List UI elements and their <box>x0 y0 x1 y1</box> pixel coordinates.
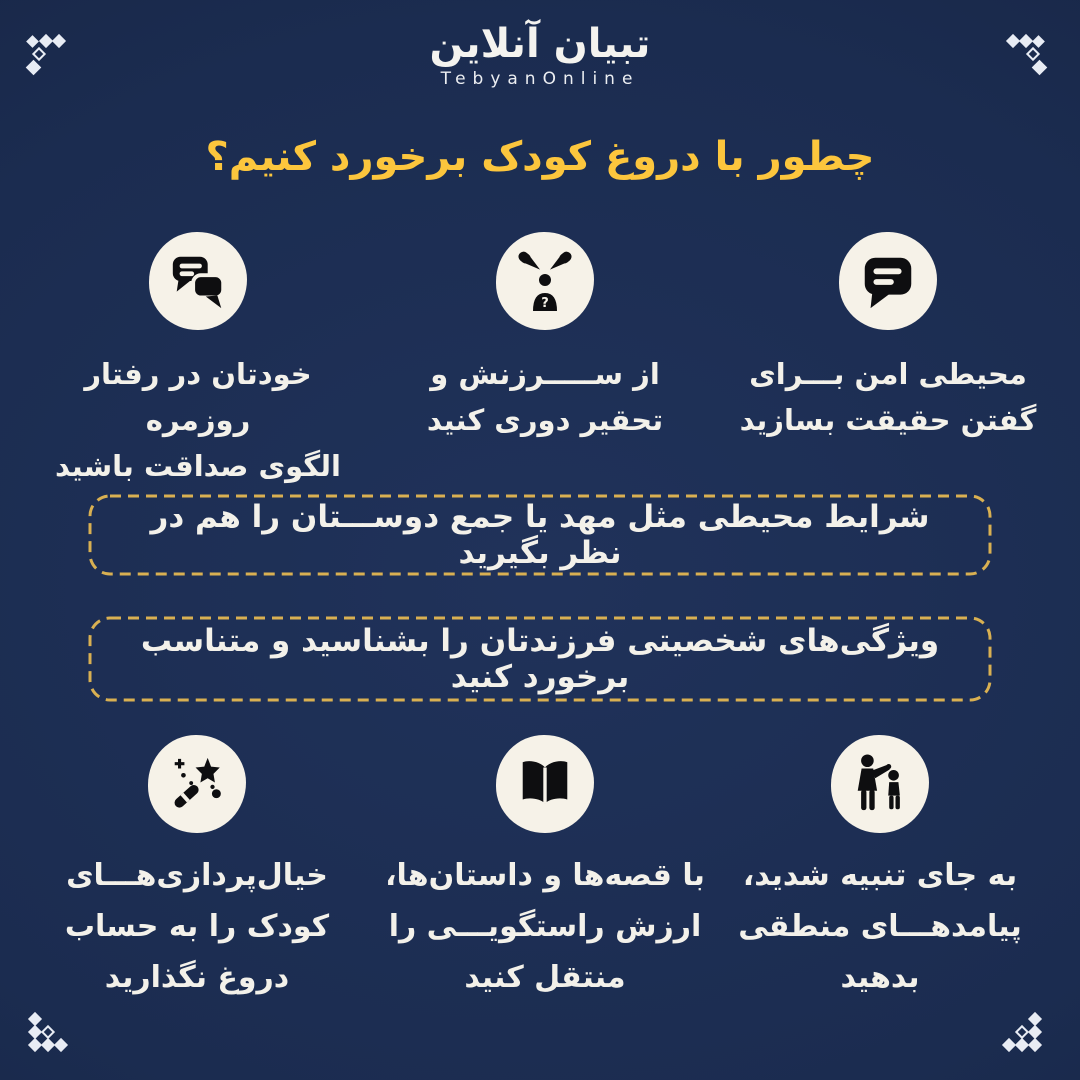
tip-line: ارزش راستگویـــی را <box>388 909 702 944</box>
tip-line: دروغ نگذارید <box>104 960 290 995</box>
tip-text <box>36 351 360 489</box>
tip-text <box>383 850 707 1003</box>
brand-logo-farsi: تبیان آنلاین <box>429 21 651 67</box>
tip-logical-consequences <box>720 735 1040 1003</box>
tip-line: گفتن حقیقت بسازید <box>739 403 1037 437</box>
icon-circle <box>149 232 247 330</box>
tip-line: بدهید <box>840 960 920 995</box>
tip-safe-environment <box>728 232 1048 443</box>
tip-line: تحقیر دوری کنید <box>426 403 664 437</box>
tip-stories-value <box>383 735 707 1003</box>
magic-wand-icon <box>166 753 228 815</box>
icon-circle <box>831 735 929 833</box>
open-book-icon <box>514 753 576 815</box>
tip-avoid-blame <box>383 232 707 443</box>
tip-line: محیطی امن بـــرای <box>749 357 1027 391</box>
page-title: چطور با دروغ کودک برخورد کنیم؟ <box>205 134 875 180</box>
tip-line: با قصه‌ها و داستان‌ها، <box>385 858 705 893</box>
banner-personality-traits <box>88 616 992 702</box>
tip-text <box>728 351 1048 443</box>
tip-be-role-model <box>36 232 360 489</box>
banner-text: ویژگی‌های شخصیتی فرزندتان را بشناسید و متناسب برخورد کنید <box>140 623 940 695</box>
tip-text <box>383 351 707 443</box>
svg-text:?: ? <box>541 296 549 311</box>
tip-line: الگوی صداقت باشید <box>55 449 341 483</box>
icon-circle <box>496 735 594 833</box>
tip-imagination-not-lie <box>38 735 356 1003</box>
banner-text: شرایط محیطی مثل مهد یا جمع دوســـتان را هم در نظر بگیرید <box>150 499 930 571</box>
tip-line: کودک را به حساب <box>64 909 330 944</box>
tip-line: خیال‌پردازی‌هـــای <box>66 858 328 893</box>
banner-environment-conditions <box>88 494 992 576</box>
icon-circle <box>839 232 937 330</box>
diamond-dot <box>1028 1038 1042 1052</box>
diamond-dot <box>54 1038 68 1052</box>
tip-text <box>720 850 1040 1003</box>
tip-line: خودتان در رفتار روزمره <box>84 357 312 437</box>
tip-text <box>38 850 356 1003</box>
tip-line: از ســـــرزنش و <box>430 357 660 391</box>
parent-child-icon <box>849 753 911 815</box>
brand-logo-latin: TebyanOnline <box>440 69 640 89</box>
blaming-hands-icon <box>513 249 577 313</box>
tip-line: منتقل کنید <box>464 960 626 995</box>
tip-line: به جای تنبیه شدید، <box>742 858 1018 893</box>
icon-circle <box>496 232 594 330</box>
icon-circle <box>148 735 246 833</box>
brand-logo <box>0 22 1080 89</box>
speech-bubble-icon <box>857 250 919 312</box>
chat-bubbles-icon <box>167 250 229 312</box>
corner-ornament-bottom-right <box>1004 1014 1044 1054</box>
tip-line: پیامدهـــای منطقی <box>738 909 1022 944</box>
corner-ornament-bottom-left <box>30 1014 70 1054</box>
